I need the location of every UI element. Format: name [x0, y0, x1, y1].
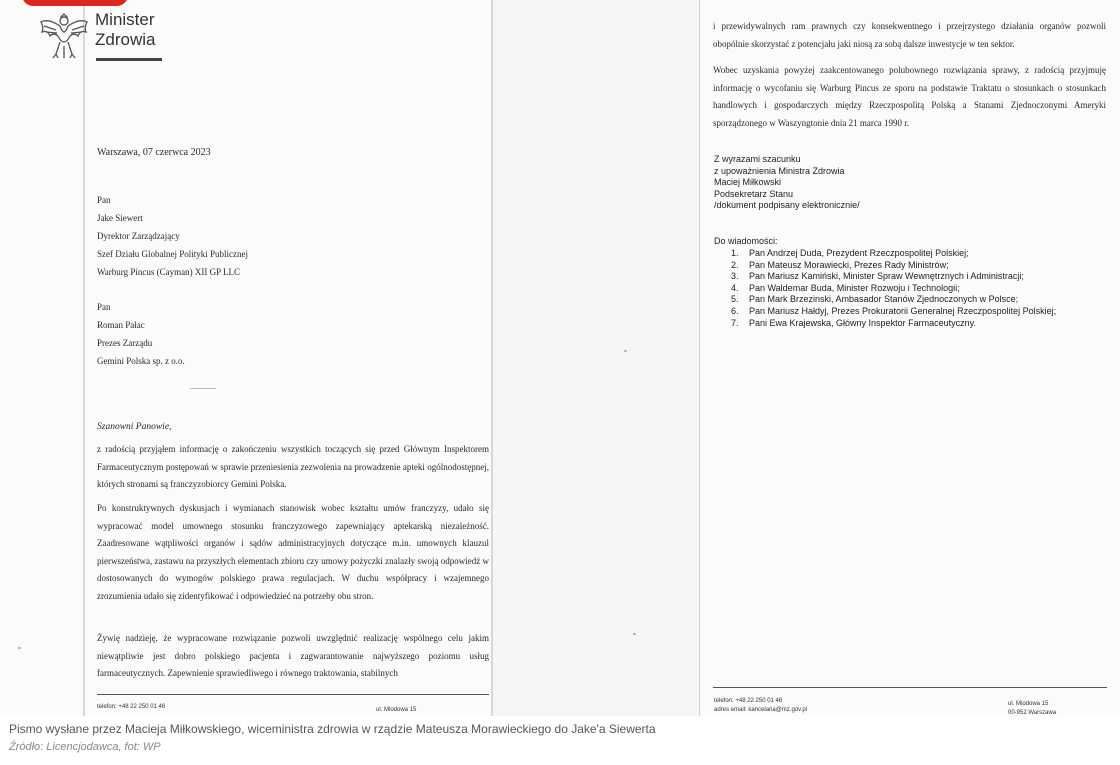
- recipient-line: Gemini Polska sp. z o.o.: [97, 356, 185, 366]
- footer-city: 00-952 Warszawa: [1008, 710, 1057, 716]
- scan-speck: [190, 388, 216, 389]
- footer-email: adres email: kancelaria@mz.gov.pl: [714, 707, 808, 713]
- cc-text: Pan Mark Brzezinski, Ambasador Stanów Zjednoczonych w Polsce;: [749, 294, 1019, 305]
- cc-number: 2.: [731, 259, 739, 270]
- scan-speck: [633, 633, 636, 635]
- cc-item: [731, 318, 1056, 330]
- recipient-block-2: [97, 298, 185, 370]
- signature-block: [714, 154, 860, 212]
- page-edge-mark: [83, 0, 85, 716]
- cc-number: 3.: [731, 271, 739, 282]
- footer-rule: [713, 687, 1107, 688]
- signature-line: Z wyrazami szacunku: [714, 154, 801, 164]
- signature-line: Podsekretarz Stanu: [714, 188, 794, 199]
- recipient-line: Prezes Zarządu: [97, 338, 153, 348]
- cc-item: [731, 260, 1056, 272]
- cc-number: 6.: [731, 305, 739, 316]
- scan-speck: [18, 647, 21, 649]
- cc-number: 4.: [731, 282, 739, 293]
- cc-text: Pan Andrzej Duda, Prezydent Rzeczpospolitej Polskiej;: [749, 248, 969, 258]
- recipient-line: Pan: [97, 195, 111, 205]
- recipient-block-1: [97, 191, 248, 281]
- footer-phone: telefon: +48 22 250 01 46: [97, 704, 166, 710]
- cc-item: [731, 248, 1056, 260]
- ministry-name: [95, 10, 155, 50]
- letter-paragraph: i przewidywalnych ram prawnych czy konsekwentnego i przejrzystego działania organów pozwoli obopólnie skorzystać z potencjału jaki niosą za sobą dalsze inwestycje w ten sektor.: [713, 21, 1106, 49]
- letter-paragraph: Żywię nadzieję, że wypracowane rozwiązanie pozwoli uwzględnić realizację wspólnego celu jakim niewątpliwie jest dobro polskiego pacjenta i zagwarantowanie najwyższego poziomu usług farmaceutycznych. Zapewnienie sprawiedliwego i równego traktowania, stabilnych: [97, 633, 489, 678]
- page-edge-mark: [491, 0, 493, 716]
- cc-number: 1.: [731, 248, 739, 258]
- letter-page-1: [0, 0, 492, 716]
- recipient-line: Jake Siewert: [97, 213, 143, 223]
- gallery-badge: [22, 0, 128, 6]
- cc-heading: Do wiadomości:: [714, 236, 778, 246]
- recipient-line: Roman Pałac: [97, 320, 145, 330]
- footer-rule: [97, 694, 489, 695]
- footer-address: ul. Miodowa 15: [376, 707, 417, 713]
- cc-item: [731, 294, 1056, 306]
- salutation: Szanowni Panowie,: [97, 422, 172, 432]
- eagle-emblem-icon: [38, 8, 90, 64]
- cc-text: Pani Ewa Krajewska, Główny Inspektor Farmaceutyczny.: [749, 317, 976, 328]
- ministry-name-line2: Zdrowia: [95, 30, 156, 49]
- letter-paragraph: Po konstruktywnych dyskusjach i wymianach stanowisk wobec kształtu umów franczyzy, udało się wypracować model umownego stosunku franczyzowego zapewniający aptekarską niezależność. Zaadresowane wątpliwości organów i sądów administracyjnych dotyczące m.in. umownych klauzul pierwszeństwa, zastawu na przyszłych elementach zbioru czy umowy pożyczki znalazły swoją odpowiedź w dostosowanych do wymogów polskiego prawa regulacjach. W duchu współpracy i wzajemnego zrozumienia udało się zidentyfikować i odpowiedzieć na potrzeby obu stron.: [97, 503, 489, 601]
- recipient-line: Szef Działu Globalnej Polityki Publicznej: [97, 249, 248, 259]
- cc-number: 7.: [731, 317, 739, 328]
- recipient-line: Warburg Pincus (Cayman) XII GP LLC: [97, 267, 241, 277]
- letter-paragraph: z radością przyjąłem informację o zakończeniu wszystkich toczących się przed Głównym Inspektorem Farmaceutycznym postępowań w sprawie przeniesienia zezwolenia na prowadzenie apteki ogólnodostępnej, których stronami są franczyzobiorcy Gemini Polska.: [97, 444, 489, 489]
- cc-text: Pan Waldemar Buda, Minister Rozwoju i Technologii;: [749, 282, 960, 293]
- recipient-line: Dyrektor Zarządzający: [97, 231, 180, 241]
- recipient-line: Pan: [97, 302, 111, 312]
- image-source: Źródło: Licencjodawca, fot: WP: [9, 741, 161, 753]
- cc-text: Pan Mateusz Morawiecki, Prezes Rady Ministrów;: [749, 259, 949, 270]
- cc-list: [731, 248, 1056, 329]
- footer-address: ul. Miodowa 15: [1008, 701, 1049, 707]
- cc-text: Pan Mariusz Kamiński, Minister Spraw Wewnętrznych i Administracji;: [749, 271, 1024, 282]
- image-caption: Pismo wysłane przez Macieja Miłkowskiego, wiceministra zdrowia w rządzie Mateusza Morawieckiego do Jake'a Siewerta: [9, 722, 656, 736]
- scan-speck: [624, 350, 627, 352]
- letter-paragraph: Wobec uzyskania powyżej zaakcentowanego polubownego rozwiązania sprawy, z radością przyjmuję informację o wycofaniu się Warburg Pincus ze sporu na podstawie Traktatu o stosunkach o stosunkach handlowych i gospodarczych między Rzeczpospolitą Polską a Stanami Zjednoczonymi Ameryki sporządzonego w Waszyngtonie dnia 21 marca 1990 r.: [713, 65, 1106, 128]
- signature-line: /dokument podpisany elektronicznie/: [714, 200, 860, 210]
- cc-item: [731, 283, 1056, 295]
- cc-text: Pan Mariusz Hałdyj, Prezes Prokuratorii Generalnej Rzeczpospolitej Polskiej;: [749, 305, 1057, 316]
- signature-line: z upoważnienia Ministra Zdrowia: [714, 165, 845, 176]
- cc-item: [731, 271, 1056, 283]
- letterhead-rule: [96, 58, 162, 61]
- footer-phone: telefon: +48 22 250 01 46: [714, 698, 783, 704]
- signature-line: Maciej Miłkowski: [714, 177, 782, 187]
- cc-number: 5.: [731, 294, 739, 305]
- letter-date: Warszawa, 07 czerwca 2023: [97, 147, 211, 158]
- cc-item: [731, 306, 1056, 318]
- page-fold: [699, 0, 700, 716]
- ministry-name-line1: Minister: [95, 10, 155, 29]
